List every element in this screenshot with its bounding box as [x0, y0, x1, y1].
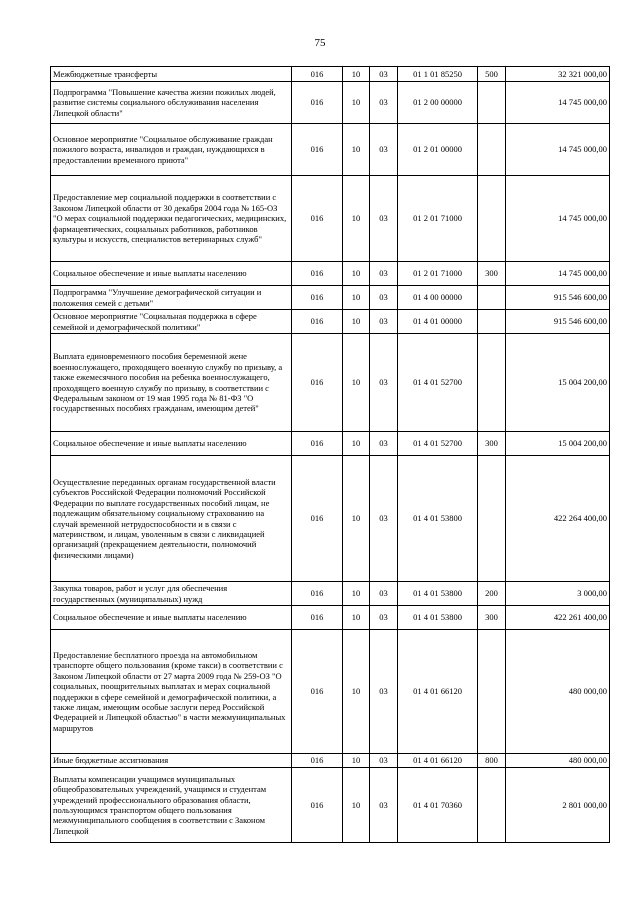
cell-expense-type: [478, 768, 506, 843]
cell-grbs: 016: [292, 432, 343, 456]
cell-name: Социальное обеспечение и иные выплаты населению: [51, 262, 292, 286]
cell-name: Социальное обеспечение и иные выплаты населению: [51, 432, 292, 456]
cell-subsection: 03: [370, 82, 398, 124]
cell-grbs: 016: [292, 456, 343, 582]
cell-subsection: 03: [370, 582, 398, 606]
cell-section: 10: [343, 456, 370, 582]
cell-subsection: 03: [370, 432, 398, 456]
cell-amount: 15 004 200,00: [506, 432, 610, 456]
cell-section: 10: [343, 432, 370, 456]
cell-expense-type: [478, 630, 506, 754]
cell-name: Выплата единовременного пособия беременной жене военнослужащего, проходящего военную службу по призыву, а также ежемесячного пособия на ребенка военнослужащего, проходящего военную службу по призыву, в соответствии с Федеральным законом от 19 мая 1995 года № 81-ФЗ "О государственных пособиях гражданам, имеющим детей": [51, 334, 292, 432]
cell-subsection: 03: [370, 456, 398, 582]
cell-grbs: 016: [292, 176, 343, 262]
cell-grbs: 016: [292, 630, 343, 754]
cell-grbs: 016: [292, 67, 343, 82]
cell-name: Подпрограмма "Улучшение демографической ситуации и положения семей с детьми": [51, 286, 292, 310]
cell-target-article: 01 4 01 53800: [398, 582, 478, 606]
cell-section: 10: [343, 606, 370, 630]
cell-amount: 2 801 000,00: [506, 768, 610, 843]
cell-grbs: 016: [292, 334, 343, 432]
cell-expense-type: [478, 334, 506, 432]
cell-expense-type: 300: [478, 606, 506, 630]
cell-section: 10: [343, 262, 370, 286]
cell-grbs: 016: [292, 262, 343, 286]
cell-amount: 480 000,00: [506, 754, 610, 768]
table-row: [51, 124, 610, 176]
cell-expense-type: 500: [478, 67, 506, 82]
table-row: [51, 606, 610, 630]
cell-expense-type: [478, 176, 506, 262]
cell-target-article: 01 2 01 00000: [398, 124, 478, 176]
cell-section: 10: [343, 630, 370, 754]
cell-name: Социальное обеспечение и иные выплаты населению: [51, 606, 292, 630]
cell-amount: 3 000,00: [506, 582, 610, 606]
cell-name: Выплаты компенсации учащимся муниципальных общеобразовательных учреждений, учащимся и студентам учреждений профессионального образования области, пользующимся транспортом общего пользования межмуниципального сообщения в соответствии с Законом Липецкой: [51, 768, 292, 843]
table-row: [51, 82, 610, 124]
table-row: [51, 630, 610, 754]
cell-section: 10: [343, 754, 370, 768]
cell-name: Межбюджетные трансферты: [51, 67, 292, 82]
cell-subsection: 03: [370, 630, 398, 754]
cell-amount: 915 546 600,00: [506, 310, 610, 334]
table-row: [51, 456, 610, 582]
cell-name: Подпрограмма "Повышение качества жизни пожилых людей, развитие системы социального обслуживания населения Липецкой области": [51, 82, 292, 124]
cell-amount: 422 264 400,00: [506, 456, 610, 582]
cell-target-article: 01 2 01 71000: [398, 262, 478, 286]
cell-subsection: 03: [370, 754, 398, 768]
table-row: [51, 67, 610, 82]
cell-section: 10: [343, 286, 370, 310]
cell-subsection: 03: [370, 334, 398, 432]
cell-name: Предоставление бесплатного проезда на автомобильном транспорте общего пользования (кроме такси) в соответствии с Законом Липецкой области от 27 марта 2009 года № 259-ОЗ "О социальных, поощрительных выплатах и мерах социальной поддержки в сфере семейной и демографической политики, а также лицам, имеющим особые заслуги перед Российской Федерацией и Липецкой областью" в части межмуниципальных маршрутов: [51, 630, 292, 754]
table-row: [51, 432, 610, 456]
cell-expense-type: 800: [478, 754, 506, 768]
table-row: [51, 754, 610, 768]
cell-target-article: 01 4 01 53800: [398, 456, 478, 582]
table-body: [51, 67, 610, 843]
cell-expense-type: [478, 456, 506, 582]
cell-name: Закупка товаров, работ и услуг для обеспечения государственных (муниципальных) нужд: [51, 582, 292, 606]
cell-amount: 14 745 000,00: [506, 176, 610, 262]
cell-target-article: 01 4 01 66120: [398, 754, 478, 768]
cell-amount: 15 004 200,00: [506, 334, 610, 432]
cell-section: 10: [343, 176, 370, 262]
cell-grbs: 016: [292, 310, 343, 334]
cell-grbs: 016: [292, 754, 343, 768]
cell-subsection: 03: [370, 176, 398, 262]
cell-subsection: 03: [370, 286, 398, 310]
cell-subsection: 03: [370, 124, 398, 176]
cell-expense-type: 300: [478, 262, 506, 286]
table-row: [51, 176, 610, 262]
table-row: [51, 768, 610, 843]
cell-section: 10: [343, 582, 370, 606]
cell-subsection: 03: [370, 310, 398, 334]
cell-subsection: 03: [370, 262, 398, 286]
cell-grbs: 016: [292, 606, 343, 630]
table-row: [51, 262, 610, 286]
cell-amount: 422 261 400,00: [506, 606, 610, 630]
cell-section: 10: [343, 124, 370, 176]
cell-target-article: 01 4 01 52700: [398, 334, 478, 432]
cell-name: Иные бюджетные ассигнования: [51, 754, 292, 768]
table-row: [51, 334, 610, 432]
cell-amount: 480 000,00: [506, 630, 610, 754]
cell-section: 10: [343, 67, 370, 82]
cell-grbs: 016: [292, 582, 343, 606]
cell-target-article: 01 4 01 53800: [398, 606, 478, 630]
cell-section: 10: [343, 768, 370, 843]
cell-subsection: 03: [370, 606, 398, 630]
cell-grbs: 016: [292, 82, 343, 124]
cell-subsection: 03: [370, 67, 398, 82]
cell-expense-type: [478, 124, 506, 176]
cell-name: Предоставление мер социальной поддержки в соответствии с Законом Липецкой области от 30 декабря 2004 года № 165-ОЗ "О мерах социальной поддержки педагогических, медицинских, фармацевтических, социальных работников, работников культуры и искусств, специалистов ветеринарных служб": [51, 176, 292, 262]
cell-target-article: 01 1 01 85250: [398, 67, 478, 82]
cell-amount: 14 745 000,00: [506, 82, 610, 124]
cell-name: Осуществление переданных органам государственной власти субъектов Российской Федерации полномочий Российской Федерации по выплате государственных пособий лицам, не подлежащим обязательному социальному страхованию на случай временной нетрудоспособности и в связи с материнством, и лицам, уволенным в связи с ликвидацией организаций (прекращением деятельности, полномочий физическими лицами): [51, 456, 292, 582]
table-row: [51, 286, 610, 310]
cell-expense-type: [478, 82, 506, 124]
cell-grbs: 016: [292, 768, 343, 843]
cell-name: Основное мероприятие "Социальное обслуживание граждан пожилого возраста, инвалидов и граждан, нуждающихся в предоставлении временного приюта": [51, 124, 292, 176]
page-number: 75: [314, 37, 326, 49]
cell-section: 10: [343, 310, 370, 334]
table-row: [51, 582, 610, 606]
cell-amount: 915 546 600,00: [506, 286, 610, 310]
cell-expense-type: 200: [478, 582, 506, 606]
cell-target-article: 01 4 01 66120: [398, 630, 478, 754]
cell-expense-type: 300: [478, 432, 506, 456]
cell-amount: 32 321 000,00: [506, 67, 610, 82]
cell-expense-type: [478, 310, 506, 334]
cell-grbs: 016: [292, 286, 343, 310]
cell-name: Основное мероприятие "Социальная поддержка в сфере семейной и демографической политики": [51, 310, 292, 334]
cell-section: 10: [343, 82, 370, 124]
cell-grbs: 016: [292, 124, 343, 176]
cell-target-article: 01 4 00 00000: [398, 286, 478, 310]
cell-target-article: 01 2 01 71000: [398, 176, 478, 262]
cell-target-article: 01 4 01 70360: [398, 768, 478, 843]
cell-section: 10: [343, 334, 370, 432]
cell-target-article: 01 4 01 00000: [398, 310, 478, 334]
cell-amount: 14 745 000,00: [506, 124, 610, 176]
budget-table: [50, 66, 610, 843]
cell-target-article: 01 2 00 00000: [398, 82, 478, 124]
cell-subsection: 03: [370, 768, 398, 843]
cell-expense-type: [478, 286, 506, 310]
cell-amount: 14 745 000,00: [506, 262, 610, 286]
cell-target-article: 01 4 01 52700: [398, 432, 478, 456]
table-row: [51, 310, 610, 334]
